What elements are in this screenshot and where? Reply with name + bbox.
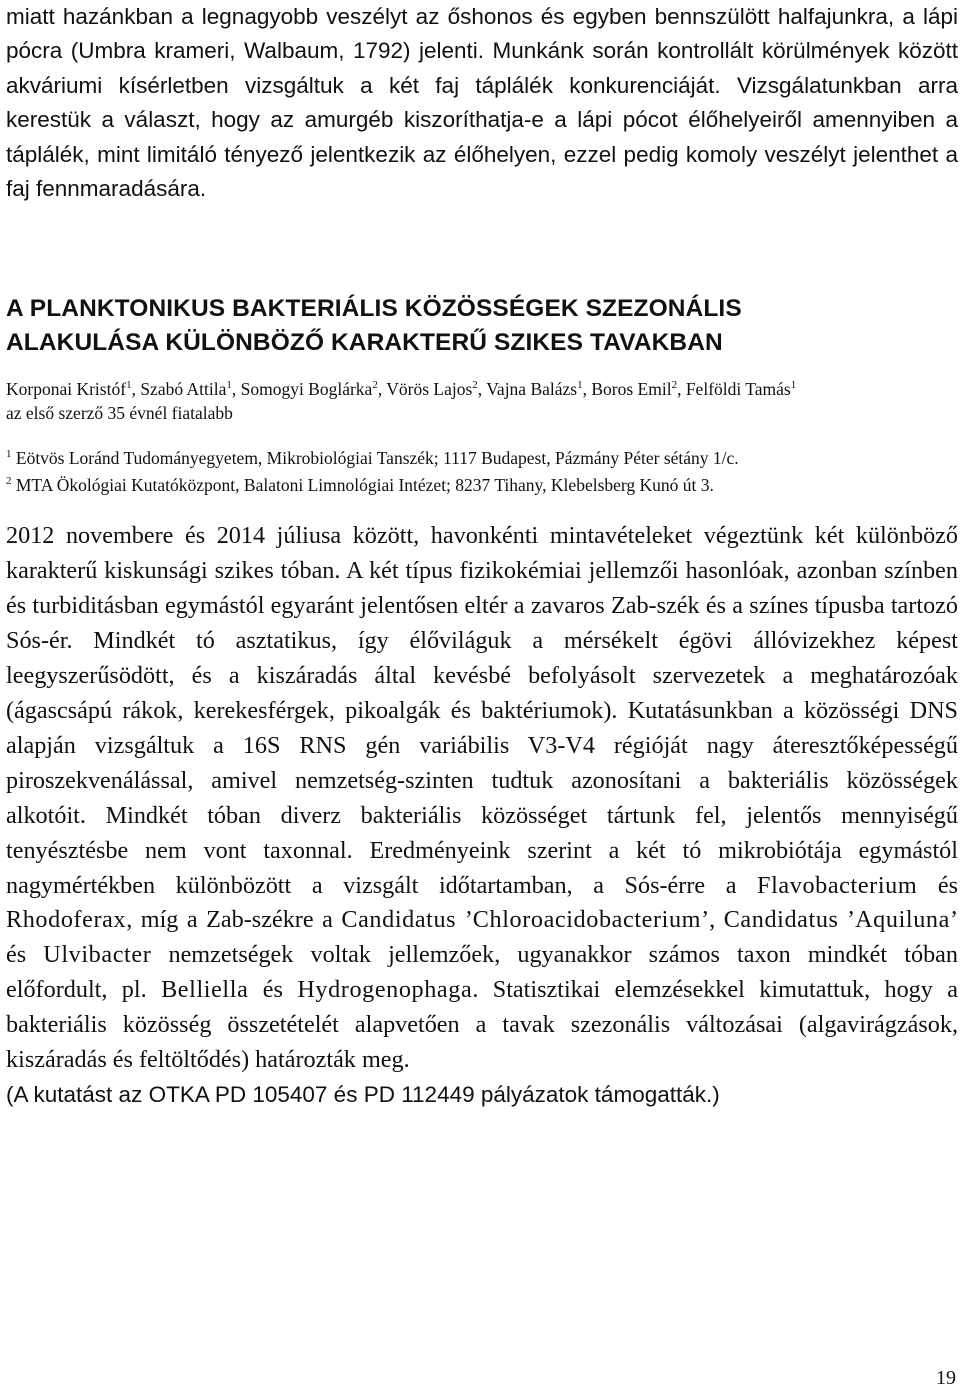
abstract-paragraph: 2012 novembere és 2014 júliusa között, havonkénti mintavételeket végeztünk két különböző karakterű kiskunsági szikes tóban. A két típus fizikokémiai jellemzői hasonlóak, azonban színben és turbiditásban egymástól egyaránt jelentősen eltér a zavaros Zab-szék és a színes típusba tartozó Sós-ér. Mindkét tó asztatikus, így élőviláguk a mérsékelt égövi állóvizekhez képest leegyszerűsödött, és a kiszáradás által kevésbé befolyásolt szervezetek a meghatározóak (ágascsápú rákok, kerekesférgek, pikoalgák és baktériumok). Kutatásunkban a közösségi DNS alapján vizsgáltuk a 16S RNS gén variábilis V3-V4 régióját nagy áteresztőképességű piroszekvenálással, amivel nemzetség-szinten tudtuk azonosítani a bakteriális közösségek alkotóit. Mindkét tóban diverz bakteriális közösséget tártunk fel, jelentős mennyiségű tenyésztésbe nem vont taxonnal. Eredményeink szerint a két tó mikrobiótája egymástól nagymértékben különbözött a vizsgált időtartamban, a Sós-érre a Flavobacterium és Rhodoferax, míg a Zab-székre a Candidatus ’Chloroacidobacterium’, Candidatus ’Aquiluna’ és Ulvibacter nemzetségek voltak jellemzőek, ugyanakkor számos taxon mindkét tóban előfordult, pl. Belliella és Hydrogenophaga. Statisztikai elemzésekkel kimutattuk, hogy a bakteriális közösség összetételét alapvetően a tavak szezonális változásai (algavirágzások, kiszáradás és feltöltődés) határozták meg. bbox=[6, 522, 958, 1074]
affiliation-list bbox=[6, 445, 958, 498]
author: Somogyi Boglárka$^2$, bbox=[240, 379, 387, 400]
affiliation-item: $^1$ Eötvös Loránd Tudományegyetem, Mikrobiológiai Tanszék; 1117 Budapest, Pázmány Péter sétány 1/c. bbox=[6, 448, 739, 469]
abstract bbox=[6, 519, 958, 1112]
author-list bbox=[6, 378, 958, 402]
taxon-name: Hydrogenophaga bbox=[297, 976, 473, 1004]
taxon-name: Candidatus bbox=[341, 906, 457, 934]
taxon-name: Rhodoferax bbox=[6, 906, 127, 934]
young-author-note: az első szerző 35 évnél fiatalabb bbox=[6, 402, 233, 423]
document-page bbox=[6, 0, 958, 1112]
title-line-2: ALAKULÁSA KÜLÖNBÖZŐ KARAKTERŰ SZIKES TAVAKBAN bbox=[6, 329, 723, 357]
taxon-name: Chloroacidobacterium bbox=[472, 906, 702, 934]
page-number: 19 bbox=[936, 1367, 956, 1389]
funding-note: (A kutatást az OTKA PD 105407 és PD 112449 pályázatok támogatták.) bbox=[6, 1081, 720, 1107]
author: Felföldi Tamás$^1$ bbox=[685, 379, 797, 400]
author: Korponai Kristóf$^1$, bbox=[6, 379, 141, 400]
affiliation-item: $^2$ MTA Ökológiai Kutatóközpont, Balatoni Limnológiai Intézet; 8237 Tihany, Klebelsberg Kunó út 3. bbox=[6, 474, 714, 495]
author: Vajna Balázs$^1$, bbox=[486, 379, 592, 400]
author: Vörös Lajos$^2$, bbox=[386, 379, 487, 400]
taxon-name: Aquiluna bbox=[855, 906, 950, 934]
taxon-name: Flavobacterium bbox=[757, 871, 918, 899]
article-title bbox=[6, 292, 958, 360]
title-line-1: A PLANKTONIKUS BAKTERIÁLIS KÖZÖSSÉGEK SZEZONÁLIS bbox=[6, 295, 742, 323]
taxon-name: Candidatus bbox=[723, 906, 839, 934]
taxon-name: Belliella bbox=[161, 976, 249, 1004]
author: Szabó Attila$^1$, bbox=[140, 379, 241, 400]
previous-paragraph: miatt hazánkban a legnagyobb veszélyt az őshonos és egyben bennszülött halfajunkra, a lápi pócra (Umbra krameri, Walbaum, 1792) jelenti. Munkánk során kontrollált körülmények között akváriumi kísérletben vizsgáltuk a két faj táplálék konkurenciáját. Vizsgálatunkban arra kerestük a választ, hogy az amurgéb kiszoríthatja-e a lápi pócot élőhelyeiről amennyiben a táplálék, mint limitáló tényező jelentkezik az élőhelyen, ezzel pedig komoly veszélyt jelenthet a faj fennmaradására. bbox=[6, 4, 958, 202]
author: Boros Emil$^2$, bbox=[591, 379, 686, 400]
taxon-name: Ulvibacter bbox=[43, 941, 152, 969]
